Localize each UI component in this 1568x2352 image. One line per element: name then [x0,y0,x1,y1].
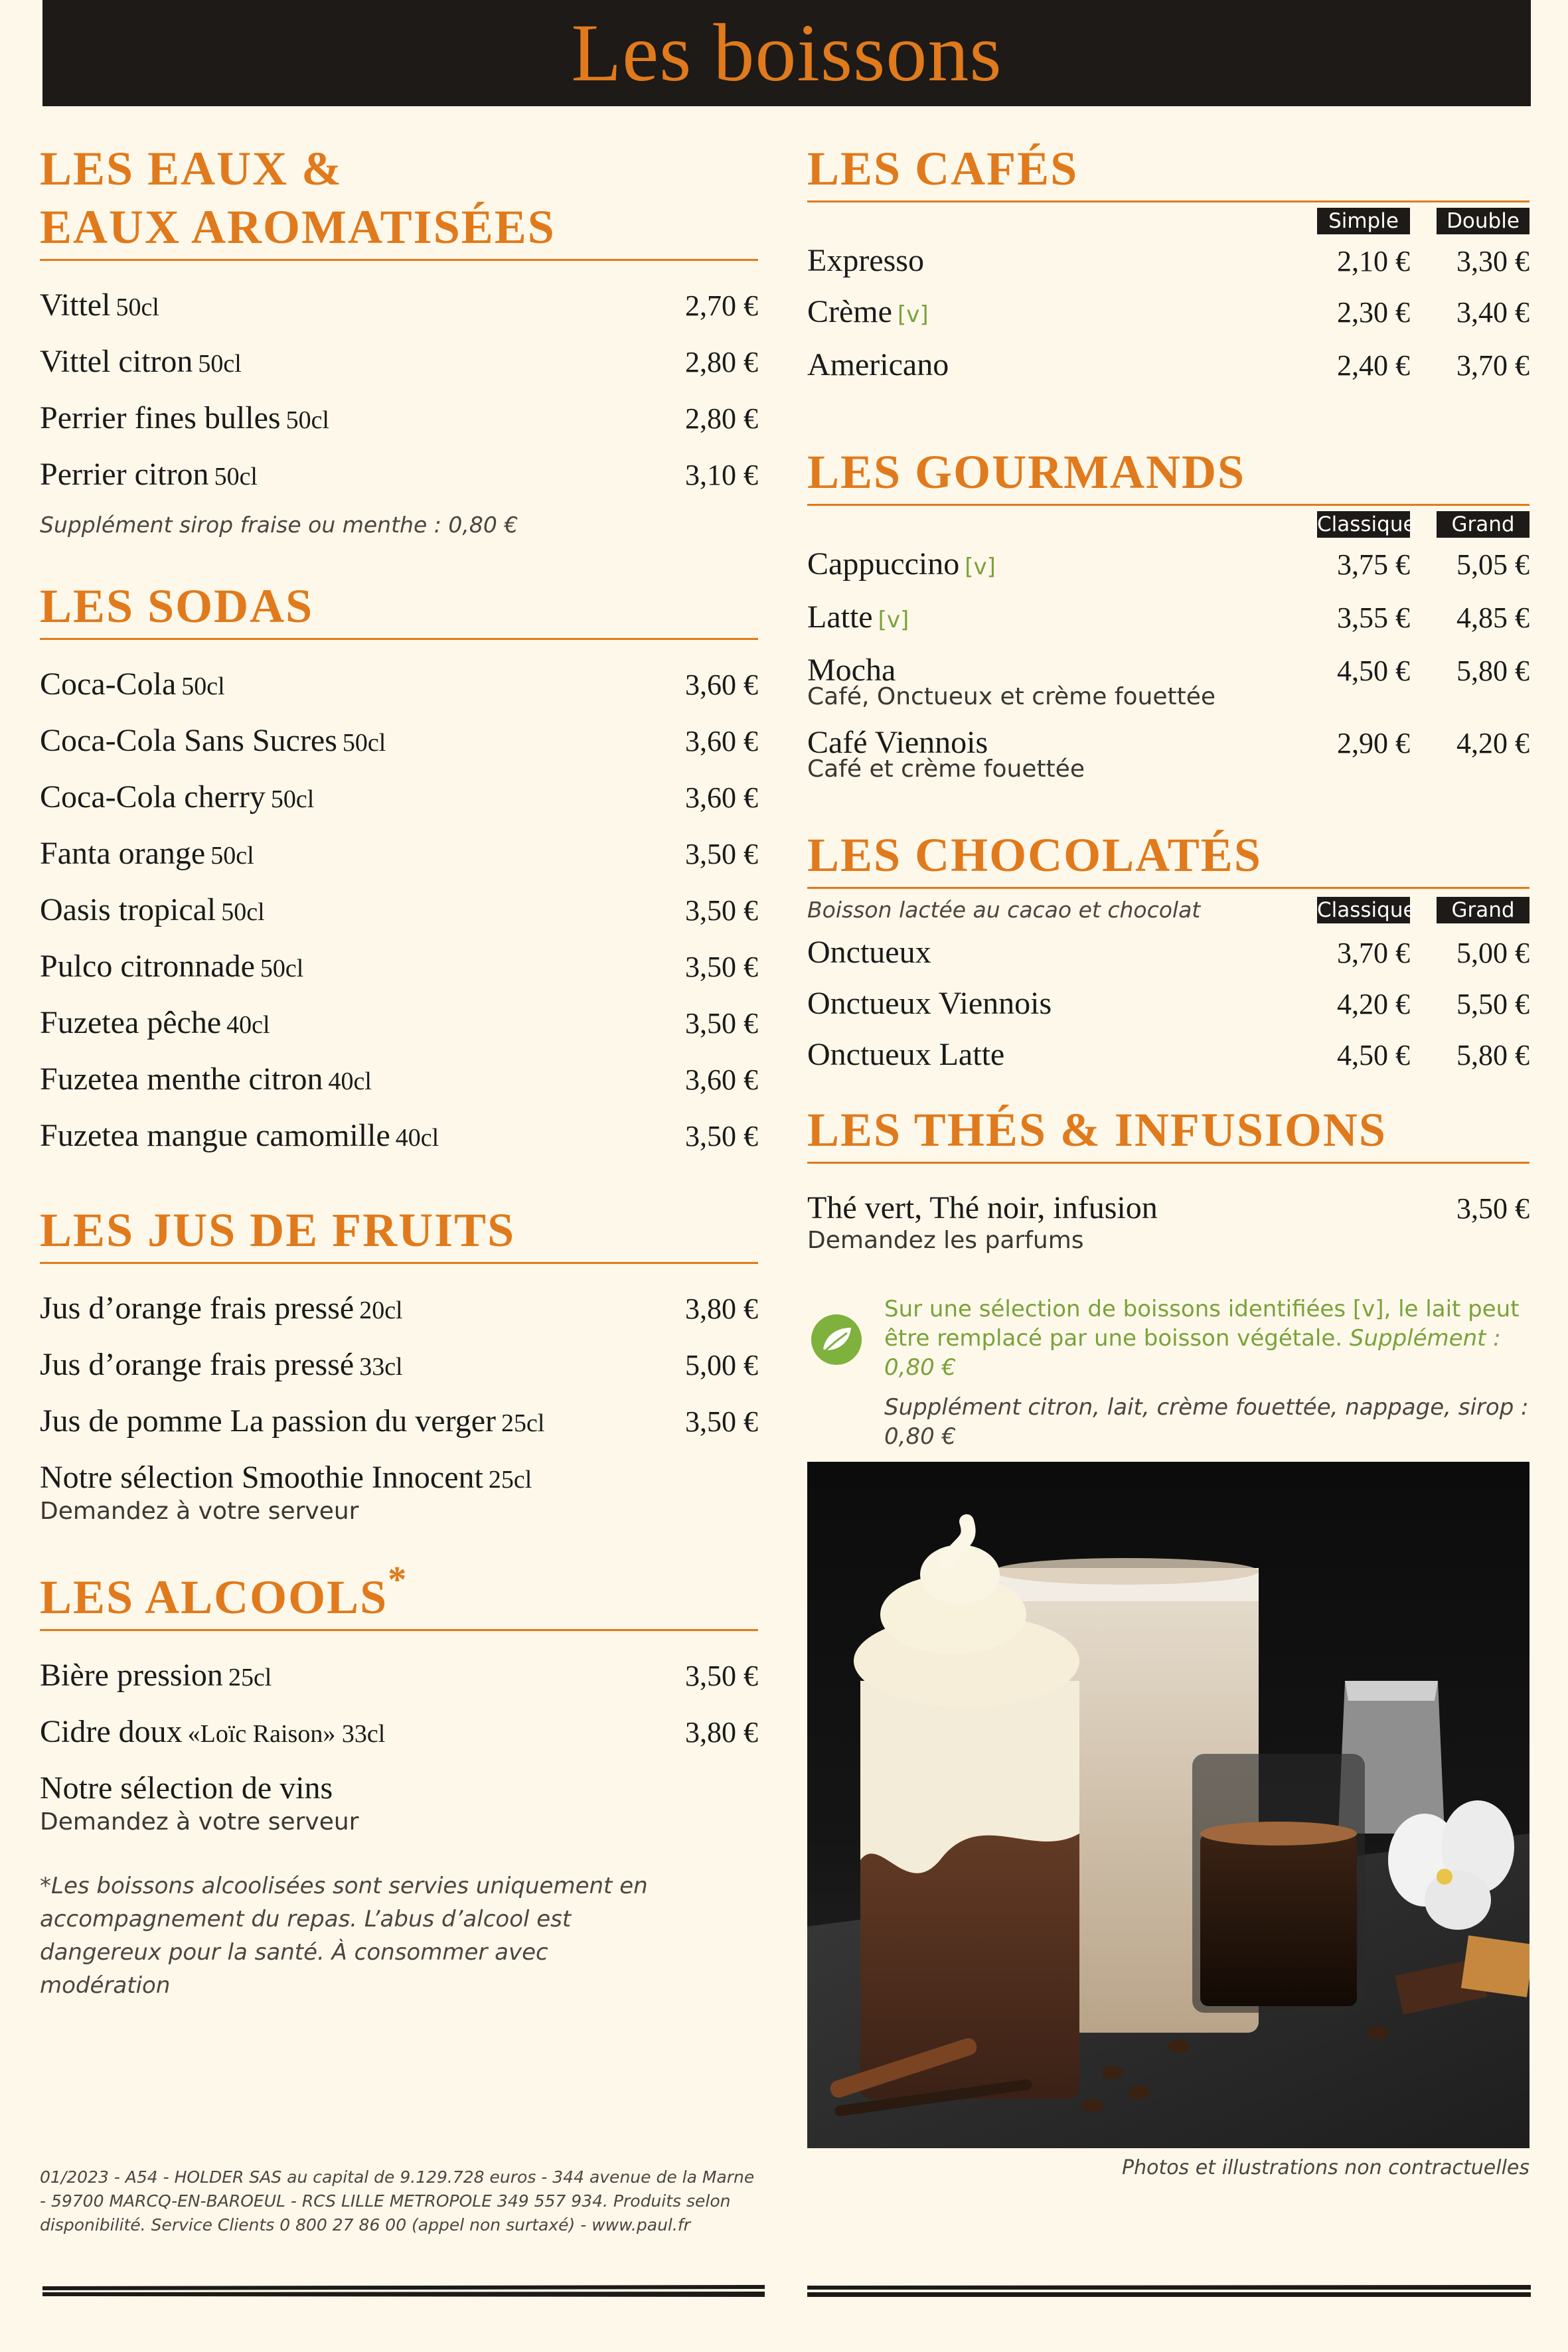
item-label: Onctueux Viennois [807,986,1052,1021]
item-label: Crème [807,294,892,329]
item-volume: 50cl [260,955,304,982]
item-price-large: 4,20 € [1456,727,1529,759]
item-price-small: 4,50 € [1337,1039,1410,1071]
item-name [40,826,254,883]
gourmands-size-header [807,511,1529,538]
section-title-chocolats: LES CHOCOLATÉS [807,826,1529,889]
menu-item [40,1052,758,1109]
vegetal-text: Sur une sélection de boissons identifiées [v], le lait peut être remplacé par une boisson végétale. [884,1296,1520,1352]
item-price: 2,70 € [685,289,758,322]
item-label: Vittel [40,287,111,323]
menu-item [40,278,758,335]
cafes-size-header [807,208,1529,234]
cafes-list [807,236,1529,391]
size-badge-grand: Grand [1437,897,1529,923]
gourmands-list [807,539,1529,783]
item-name [807,927,1291,978]
item-label: Coca-Cola [40,666,177,702]
section-title-jus: LES JUS DE FRUITS [40,1201,758,1264]
item-name [40,1338,403,1394]
menu-item [40,883,758,939]
item-label: Oasis tropical [40,892,216,927]
vegetal-notice [807,1294,1529,1451]
item-label: Café Viennois [807,725,988,760]
item-label: Latte [807,599,873,635]
item-label: Pulco citronnade [40,949,255,984]
item-name [807,340,1291,390]
item-price-large: 3,30 € [1456,245,1529,277]
item-price: 3,50 € [685,838,758,870]
item-volume: «Loïc Raison» 33cl [187,1720,386,1748]
item-label: Fanta orange [40,836,206,871]
menu-item [40,1109,758,1165]
item-label: Vittel citron [40,344,193,379]
alcools-star: * [388,1559,408,1601]
item-price-large: 5,00 € [1456,937,1529,969]
alcools-footnote: *Les boissons alcoolisées sont servies uniquement en accompagnement du repas. L’abus d’alcool est dangereux pour la santé. À consommer avec modération [40,1873,648,1999]
item-name [40,1648,272,1705]
item-volume: 40cl [328,1067,372,1095]
item-name [40,391,329,447]
item-name [807,287,1291,340]
item-label: Coca-Cola Sans Sucres [40,723,337,758]
item-name [807,539,1291,592]
right-column [807,139,1529,1451]
item-price: 2,80 € [685,346,758,378]
item-price: 3,50 € [685,951,758,983]
section-title-eaux [40,139,758,261]
menu-item [40,1394,758,1450]
item-label: Bière pression [40,1658,223,1693]
menu-item [40,996,758,1052]
menu-item [40,447,758,504]
item-price: 5,00 € [685,1349,758,1381]
item-label: Jus d’orange frais pressé [40,1347,354,1382]
item-name [807,236,1291,286]
item-label: Jus de pomme La passion du verger [40,1403,496,1439]
section-title-alcools [40,1559,758,1631]
item-name [40,335,242,391]
menu-item [807,340,1529,391]
menu-item [40,714,758,770]
size-badge-double: Double [1437,208,1529,234]
item-volume: 50cl [342,729,386,757]
item-name [40,447,258,504]
item-name [40,657,225,714]
item-price-large: 5,50 € [1456,988,1529,1020]
alcools-sub: Demandez à votre serveur [40,1808,359,1836]
item-price-large: 3,70 € [1456,349,1529,382]
menu-item [40,770,758,826]
item-price: 3,60 € [685,781,758,814]
item-price-small: 2,90 € [1337,727,1410,759]
item-price-small: 2,40 € [1337,349,1410,382]
item-price: 3,10 € [685,459,758,491]
item-label: Onctueux Latte [807,1037,1005,1072]
item-volume: 50cl [181,672,225,700]
item-name [40,770,314,826]
item-price-small: 3,75 € [1337,548,1410,581]
item-volume: 50cl [116,293,159,321]
item-price: 3,60 € [685,725,758,757]
item-sub: Café, Onctueux et crème fouettée [807,683,1216,710]
item-volume: 40cl [395,1124,439,1152]
size-badge-classique: Classique [1317,512,1416,536]
item-price: 3,50 € [685,1007,758,1040]
item-volume: 33cl [359,1353,403,1381]
drinks-photo [807,1462,1529,2148]
item-name [40,996,270,1052]
item-volume: 20cl [359,1296,403,1324]
item-price: 3,60 € [685,668,758,701]
item-label: Coca-Cola cherry [40,779,266,815]
menu-item [807,236,1529,287]
item-sub: Café et crème fouettée [807,755,1085,783]
item-price: 3,50 € [685,894,758,927]
page-header [42,0,1531,106]
chocolats-size-header [807,894,1529,926]
vegetal-text-block [884,1294,1529,1451]
menu-item [807,539,1529,592]
vegetal-marker: [v] [878,607,909,633]
menu-item [807,927,1529,979]
chocolats-list [807,927,1529,1081]
item-volume: 50cl [270,785,315,813]
item-price-large: 5,80 € [1456,655,1529,687]
menu-item [807,1030,1529,1081]
page-title: Les boissons [571,7,1002,98]
item-name: Thé vert, Thé noir, infusion [807,1190,1158,1225]
item-label: Americano [807,347,949,382]
item-price: 3,50 € [685,1405,758,1438]
item-price: 3,80 € [685,1716,758,1749]
item-price: 3,50 € [685,1120,758,1152]
vegetal-supplement: Supplément : 0,80 € [884,1325,1501,1381]
item-label: Jus d’orange frais pressé [40,1291,354,1326]
section-title-eaux-line1: LES EAUX & [40,142,343,195]
section-title-cafes: LES CAFÉS [807,139,1529,202]
item-name [807,1030,1291,1080]
menu-item [40,1338,758,1394]
item-price-large: 3,40 € [1456,296,1529,329]
menu-item [40,391,758,447]
size-badge-classique: Classique [1317,898,1416,922]
item-price-small: 3,70 € [1337,937,1410,969]
menu-item [40,939,758,996]
item-price: 3,50 € [1456,1192,1529,1225]
vegetal-marker: [v] [965,554,996,580]
item-price: 3,60 € [685,1063,758,1096]
eaux-note: Supplément sirop fraise ou menthe : 0,80 € [40,512,518,538]
vegetal-extra: Supplément citron, lait, crème fouettée, nappage, sirop : 0,80 € [884,1394,1529,1450]
item-label: Perrier citron [40,457,209,492]
menu-item [40,335,758,391]
item-label: Notre sélection de vins [40,1770,333,1806]
menu-item [40,1705,758,1761]
sodas-list [40,657,758,1165]
item-price: 3,50 € [685,1660,758,1692]
size-badge-simple: Simple [1317,208,1410,234]
item-label: Fuzetea pêche [40,1005,222,1040]
item-label: Cappuccino [807,546,960,582]
item-volume: 25cl [501,1409,545,1437]
section-title-sodas: LES SODAS [40,577,758,640]
item-price-small: 4,50 € [1337,655,1410,687]
brush-stroke-divider [42,2284,765,2298]
chocolats-note: Boisson lactée au cacao et chocolat [807,897,1201,923]
item-name [40,1705,385,1761]
left-column [40,139,758,2002]
item-price: 3,80 € [685,1293,758,1325]
section-title-gourmands: LES GOURMANDS [807,443,1529,506]
item-label: Onctueux [807,935,931,970]
section-title-alcools-label: LES ALCOOLS [40,1571,388,1624]
jus-list [40,1281,758,1507]
item-name [40,1394,544,1450]
jus-sub: Demandez à votre serveur [40,1498,359,1525]
menu-item [40,826,758,883]
item-name [40,278,159,335]
item-label: Cidre doux [40,1714,183,1749]
menu-item [807,979,1529,1030]
item-name [807,979,1291,1029]
item-volume: 25cl [228,1664,272,1691]
item-volume: 50cl [210,842,254,870]
menu-item [40,657,758,714]
item-label: Fuzetea menthe citron [40,1061,323,1097]
item-volume: 40cl [226,1011,270,1039]
item-price-large: 4,85 € [1456,601,1529,634]
item-name [807,592,1291,645]
item-price-large: 5,80 € [1456,1039,1529,1071]
item-volume: 25cl [488,1466,532,1494]
item-name [40,714,386,770]
item-name [40,939,303,996]
item-price-small: 4,20 € [1337,988,1410,1020]
menu-item [40,1281,758,1338]
menu-item [807,592,1529,645]
section-title-eaux-line2: EAUX AROMATISÉES [40,200,556,254]
legal-notice: 01/2023 - A54 - HOLDER SAS au capital de 9.129.728 euros - 344 avenue de la Marne - 59700 MARCQ-EN-BAROEUL - RCS LILLE METROPOLE 349 557 934. Produits selon disponibilité. Service Clients 0 800 27 86 00 (appel non surtaxé) - www.paul.fr [40,2167,755,2234]
item-name [40,883,265,939]
leaf-icon [811,1314,862,1365]
brush-stroke-divider [807,2284,1531,2298]
item-label: Fuzetea mangue camomille [40,1118,390,1153]
item-price-small: 3,55 € [1337,601,1410,634]
item-price: 2,80 € [685,402,758,435]
item-sub: Demandez les parfums [807,1227,1084,1254]
item-label: Perrier fines bulles [40,400,281,435]
alcools-list [40,1648,758,1818]
item-volume: 50cl [214,463,258,491]
menu-item [40,1648,758,1705]
size-badge-grand: Grand [1437,511,1529,538]
eaux-list [40,278,758,504]
section-title-thes: LES THÉS & INFUSIONS [807,1101,1529,1164]
item-name [40,1052,372,1109]
item-price-small: 2,10 € [1337,245,1410,277]
item-volume: 50cl [198,350,242,378]
menu-item [807,287,1529,340]
item-volume: 50cl [221,898,265,926]
item-name [40,1281,403,1338]
item-price-large: 5,05 € [1456,548,1529,581]
item-volume: 50cl [285,406,329,434]
item-name [40,1109,439,1165]
photo-credit: Photos et illustrations non contractuelles [1121,2156,1529,2179]
item-label: Expresso [807,243,924,278]
item-label: Notre sélection Smoothie Innocent [40,1460,483,1495]
vegetal-marker: [v] [897,301,929,328]
item-label: Mocha [807,653,896,688]
item-price-small: 2,30 € [1337,296,1410,329]
